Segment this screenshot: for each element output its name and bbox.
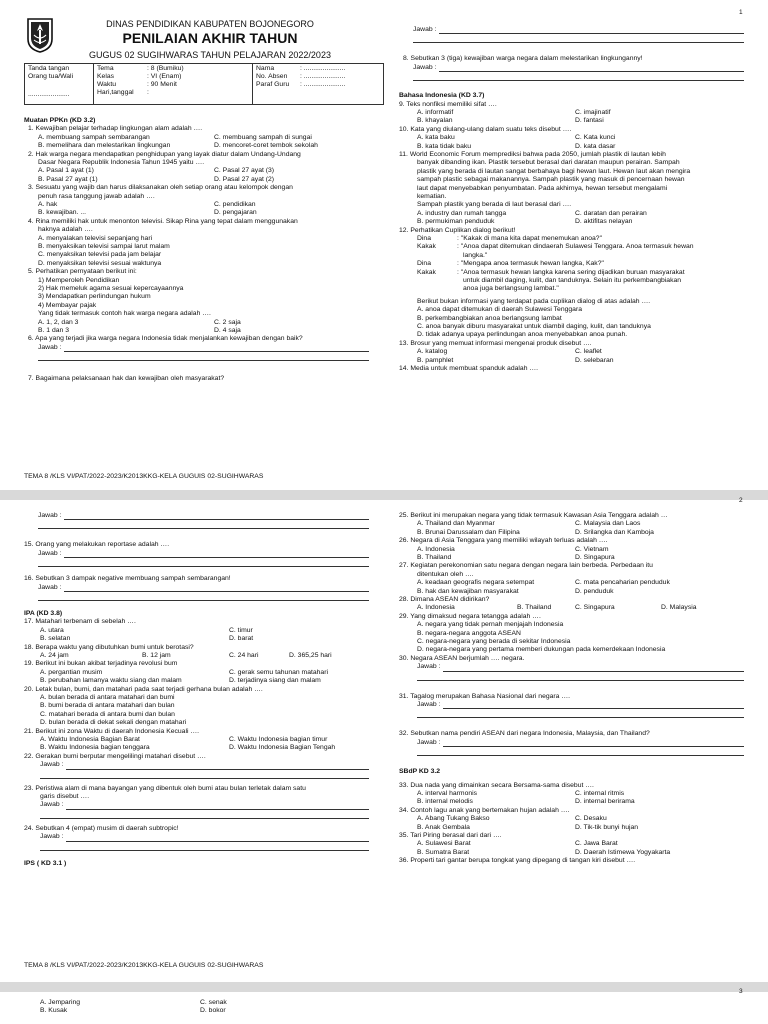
option-a: A. katalog bbox=[417, 348, 448, 356]
question-options bbox=[399, 546, 744, 554]
dialog-line bbox=[399, 243, 744, 251]
answer-line[interactable] bbox=[413, 72, 744, 81]
question-5-stem: Yang tidak termasuk contoh hak warga negara adalah …. bbox=[38, 310, 211, 318]
option-d: D. kata dasar bbox=[575, 142, 616, 150]
field-label: Kelas bbox=[97, 73, 115, 80]
answer-field[interactable] bbox=[413, 64, 744, 72]
question-options bbox=[24, 627, 369, 635]
option-b: B. bumi berada di antara matahari dan bulan bbox=[40, 702, 175, 710]
question-20: 20. Letak bulan, bumi, dan matahari pada saat terjadi gerhana bulan adalah …. bbox=[24, 685, 263, 693]
answer-field[interactable] bbox=[40, 833, 369, 841]
option-b: B. Waktu Indonesia bagian tenggara bbox=[40, 744, 150, 752]
option-b: B. Pasal 27 ayat (1) bbox=[38, 175, 98, 183]
answer-line[interactable] bbox=[40, 770, 369, 779]
exam-info-cell bbox=[94, 64, 253, 105]
option-d: D. bokor bbox=[200, 1007, 226, 1015]
option-c: C. leaflet bbox=[575, 348, 602, 356]
question-options bbox=[399, 210, 744, 218]
question-5: 5. Perhatikan pernyataan berikut ini: bbox=[28, 268, 137, 276]
option-d: D. aktifitas nelayan bbox=[575, 218, 633, 226]
section-heading-ipa: IPA (KD 3.8) bbox=[24, 610, 63, 618]
question-options bbox=[399, 348, 744, 356]
option-c: C. Jawa Barat bbox=[575, 840, 618, 848]
answer-field[interactable] bbox=[417, 701, 744, 709]
student-identity-cell bbox=[253, 64, 384, 105]
question-options bbox=[24, 736, 369, 744]
answer-line[interactable] bbox=[413, 34, 744, 43]
option-b: B. pamphlet bbox=[417, 356, 454, 364]
question-27-continued: ditentukan oleh …. bbox=[417, 570, 474, 578]
page-number: 3 bbox=[739, 988, 743, 995]
question-options bbox=[399, 798, 744, 806]
option-b: B. Brunai Darussalam dan Filipina bbox=[417, 528, 520, 536]
speaker-name: Kakak bbox=[417, 268, 436, 276]
option-c: C. 24 hari bbox=[229, 652, 259, 660]
question-options bbox=[24, 142, 369, 150]
option-d: D. tidak adanya upaya perlindungan anoa menyebabkan anoa punah. bbox=[417, 331, 628, 339]
page-separator bbox=[0, 982, 768, 992]
question-17: 17. Matahari terbenam di sebelah …. bbox=[24, 618, 136, 626]
option-b: B. khayalan bbox=[417, 117, 453, 125]
speaker-name: Kakak bbox=[417, 243, 436, 251]
option-c: C. timur bbox=[229, 626, 253, 634]
option-a: A. interval harmonis bbox=[417, 790, 478, 798]
option-d: D. selebaran bbox=[575, 356, 614, 364]
option-a: A. kata baku bbox=[417, 134, 455, 142]
option-d: D. fantasi bbox=[575, 117, 604, 125]
question-24: 24. Sebutkan 4 (empat) musim di daerah subtropic! bbox=[24, 824, 179, 832]
answer-line[interactable] bbox=[417, 747, 744, 756]
question-options bbox=[399, 824, 744, 832]
question-15: 15. Orang yang melakukan reportase adalah …. bbox=[24, 541, 170, 549]
question-options bbox=[24, 176, 369, 184]
field-label: Waktu bbox=[97, 81, 117, 88]
option-d: D. 365,25 hari bbox=[289, 652, 332, 660]
answer-label: Jawab : bbox=[38, 549, 62, 557]
option-c: C. daratan dan perairan bbox=[575, 209, 647, 217]
page-separator bbox=[0, 490, 768, 500]
question-26: 26. Negara di Asia Tenggara yang memiliki wilayah terluas adalah …. bbox=[399, 537, 608, 545]
option-d: D. bulan berada di dekat sekali dengan matahari bbox=[40, 719, 187, 727]
field-label: Paraf Guru bbox=[256, 81, 290, 88]
field-value: : ...................... bbox=[300, 81, 346, 88]
answer-label: Jawab : bbox=[417, 701, 441, 709]
option-c: C. internal ritmis bbox=[575, 790, 625, 798]
question-36: 36. Properti tari gantar berupa tongkat yang dipegang di tangan kiri disebut …. bbox=[399, 857, 636, 865]
answer-label: Jawab : bbox=[38, 512, 62, 519]
speaker-text: : "Mengapa anoa termasuk hewan langka, Kak?" bbox=[457, 260, 604, 268]
question-options bbox=[24, 999, 369, 1007]
question-21: 21. Berikut ini zona Waktu di daerah Indonesia Kecuali …. bbox=[24, 727, 200, 735]
answer-field[interactable] bbox=[417, 663, 744, 671]
speaker-name: Dina bbox=[417, 235, 431, 243]
question-35: 35. Tari Piring berasal dari dari …. bbox=[399, 832, 502, 840]
statement-1: 1) Memperoleh Pendidikan bbox=[38, 276, 120, 284]
option-b: B. selatan bbox=[40, 635, 71, 643]
question-options bbox=[399, 529, 744, 537]
question-11-passage: plastik yang berada di lautan sangat berbahaya bagi hewan laut. Hewan laut akan mengira bbox=[417, 167, 691, 175]
question-options bbox=[399, 143, 744, 151]
option-d: D. Tik-tik bunyi hujan bbox=[575, 823, 639, 831]
option-a: A. Pasal 1 ayat (1) bbox=[38, 167, 94, 175]
answer-field[interactable] bbox=[417, 739, 744, 747]
question-33: 33. Dua nada yang dimainkan secara Bersama-sama disebut …. bbox=[399, 781, 594, 789]
answer-line[interactable] bbox=[417, 709, 744, 718]
dialog-line bbox=[399, 235, 744, 243]
question-9: 9. Teks nonfiksi memiliki sifat …. bbox=[399, 100, 497, 108]
question-options bbox=[24, 677, 369, 685]
dialog-line bbox=[399, 260, 744, 268]
question-options bbox=[24, 134, 369, 142]
question-11-passage: banyak dibanding ikan. Plastik tersebut berasal dari daratan maupun perairan. Sampah bbox=[417, 159, 680, 167]
option-c: C. 2 saja bbox=[214, 318, 241, 326]
answer-label: Jawab : bbox=[38, 343, 62, 351]
option-c: C. anoa banyak diburu masyarakat untuk diambil daging, kulit, dan tanduknya bbox=[417, 323, 651, 331]
page-footer: TEMA 8 /KLS VI/PAT/2022-2023/K2013KKG-KELA GUGUIS 02-SUGIHWARAS bbox=[24, 473, 264, 480]
answer-field[interactable] bbox=[40, 761, 369, 769]
answer-line[interactable] bbox=[443, 740, 744, 747]
option-c: C. Pasal 27 ayat (3) bbox=[214, 167, 275, 175]
question-4: 4. Rina memiliki hak untuk menonton televisi. Sikap Rina yang tepat dalam menggunakan bbox=[28, 217, 298, 225]
option-c: C. senak bbox=[200, 999, 227, 1006]
speaker-name: Dina bbox=[417, 260, 431, 268]
question-options bbox=[24, 635, 369, 643]
question-options bbox=[399, 134, 744, 142]
answer-line[interactable] bbox=[38, 520, 369, 529]
option-a: A. hak bbox=[38, 201, 58, 208]
page3-left-column bbox=[24, 999, 369, 1016]
question-2-continued: Dasar Negara Republik Indonesia Tahun 1945 yaitu …. bbox=[38, 159, 205, 166]
option-a: A. anoa dapat ditemukan di daerah Sulawesi Tenggara bbox=[417, 306, 583, 314]
question-13: 13. Brosur yang memuat informasi mengenai produk disebut …. bbox=[399, 339, 592, 347]
answer-line[interactable] bbox=[439, 27, 744, 34]
question-options bbox=[399, 588, 744, 596]
option-d: D. menyaksikan televisi sesuai waktunya bbox=[38, 259, 162, 267]
section-heading-ppkn: Muatan PPKn (KD 3.2) bbox=[24, 117, 96, 124]
option-a: A. Indonesia bbox=[417, 604, 455, 612]
answer-line[interactable] bbox=[64, 585, 369, 592]
speaker-text: untuk diambil daging, kulit, dan tanduknya. Selain itu perkembangbiakan bbox=[463, 277, 682, 284]
answer-line[interactable] bbox=[40, 810, 369, 819]
option-d: D. pengajaran bbox=[214, 209, 257, 217]
answer-field[interactable] bbox=[38, 550, 369, 558]
question-options bbox=[24, 327, 369, 335]
answer-field[interactable] bbox=[40, 801, 369, 809]
option-b: B. Thailand bbox=[417, 553, 452, 561]
option-d: D. negara-negara yang pertama memberi dukungan pada kemerdekaan Indonesia bbox=[417, 646, 666, 654]
option-b: B. perubahan lamanya waktu siang dan malam bbox=[40, 677, 182, 685]
option-a: A. keadaan geografis negara setempat bbox=[417, 579, 535, 587]
field-value: : ...................... bbox=[300, 73, 346, 80]
answer-label: Jawab : bbox=[417, 663, 441, 671]
question-27: 27. Kegiatan perekonomian satu negara dengan negara lain berbeda. Perbedaan itu bbox=[399, 562, 653, 570]
question-options bbox=[399, 604, 744, 612]
speaker-text: : "Kakak di mana kita dapat menemukan anoa?" bbox=[457, 235, 603, 243]
question-23: 23. Peristiwa alam di mana bayangan yang dibentuk oleh bumi atau bulan terletak dalam satu bbox=[24, 784, 306, 792]
option-a: A. Indonesia bbox=[417, 545, 455, 553]
option-b: B. Thailand bbox=[517, 604, 552, 612]
option-c: C. Desaku bbox=[575, 815, 607, 823]
option-c: C. negara-negara yang berada di sekitar Indonesia bbox=[417, 637, 571, 645]
speaker-text: langka." bbox=[463, 251, 488, 259]
option-a: A. informatif bbox=[417, 109, 454, 117]
page-footer: TEMA 8 /KLS VI/PAT/2022-2023/K2013KKG-KELA GUGUIS 02-SUGIHWARAS bbox=[24, 962, 264, 969]
question-6: 6. Apa yang terjadi jika warga negara Indonesia tidak menjalankan kewajiban dengan baik? bbox=[28, 335, 303, 343]
option-b: B. Kusak bbox=[40, 1007, 68, 1015]
answer-line[interactable] bbox=[64, 345, 369, 352]
option-a: A. menyalakan televisi sepanjang hari bbox=[38, 234, 153, 242]
question-options bbox=[24, 1007, 369, 1015]
question-29: 29. Yang dimaksud negara tetangga adalah …. bbox=[399, 612, 541, 620]
question-options bbox=[24, 201, 369, 209]
question-options bbox=[24, 167, 369, 175]
answer-line[interactable] bbox=[64, 513, 369, 520]
question-12-stem: Berikut bukan informasi yang terdapat pada cuplikan dialog di atas adalah …. bbox=[417, 297, 651, 305]
document-title: PENILAIAN AKHIR TAHUN bbox=[122, 30, 298, 46]
option-a: A. Waktu Indonesia Bagian Barat bbox=[40, 736, 140, 744]
question-11-stem: Sampah plastik yang berada di laut berasal dari …. bbox=[417, 201, 572, 209]
answer-field[interactable] bbox=[38, 584, 369, 592]
parent-signature-cell bbox=[25, 64, 94, 105]
signature-label: Tanda tangan bbox=[28, 65, 70, 72]
statement-3: 3) Mendapatkan perlindungan hukum bbox=[38, 293, 151, 301]
question-32: 32. Sebutkan nama pendiri ASEAN dari negara Indonesia, Malaysia, dan Thailand? bbox=[399, 730, 650, 738]
question-options bbox=[399, 218, 744, 226]
answer-label: Jawab : bbox=[38, 583, 62, 591]
question-25: 25. Berikut ini merupakan negara yang tidak termasuk Kawasan Asia Tenggara adalah … bbox=[399, 512, 668, 519]
option-d: D. Singapura bbox=[575, 553, 615, 561]
option-b: B. Anak Gembala bbox=[417, 823, 470, 831]
question-7: 7. Bagaimana pelaksanaan hak dan kewajiban oleh masyarakat? bbox=[28, 375, 225, 383]
question-3-continued: penuh rasa tanggung jawab adalah …. bbox=[38, 192, 155, 200]
option-b: B. hak dan kewajiban masyarakat bbox=[417, 587, 519, 595]
option-c: C. pendidikan bbox=[214, 201, 256, 208]
question-10: 10. Kata yang diulang-ulang dalam suatu teks disebut …. bbox=[399, 125, 572, 133]
question-4-continued: haknya adalah …. bbox=[38, 226, 93, 234]
option-c: C. Waktu Indonesia bagian timur bbox=[229, 736, 328, 744]
answer-line[interactable] bbox=[38, 558, 369, 567]
question-1: 1. Kewajiban pelajar terhadap lingkungan alam adalah …. bbox=[28, 125, 203, 133]
question-34: 34. Contoh lagu anak yang bertemakan hujan adalah …. bbox=[399, 806, 570, 814]
question-8: 8. Sebutkan 3 (tiga) kewajiban warga negara dalam melestarikan lingkunganny! bbox=[403, 55, 643, 63]
answer-line[interactable] bbox=[439, 65, 744, 72]
option-a: A. Jemparing bbox=[40, 999, 81, 1006]
option-d: D. internal berirama bbox=[575, 798, 635, 806]
option-b: B. internal melodis bbox=[417, 798, 473, 806]
page2-left-column bbox=[24, 512, 369, 868]
answer-label: Jawab : bbox=[413, 26, 437, 33]
option-d: D. terjadinya siang dan malam bbox=[229, 677, 321, 685]
question-16: 16. Sebutkan 3 dampak negative membuang sampah sembarangan! bbox=[24, 575, 231, 583]
field-label: No. Absen bbox=[256, 73, 288, 80]
field-label: Hari,tanggal bbox=[97, 89, 134, 96]
option-b: B. 1 dan 3 bbox=[38, 327, 69, 335]
speaker-text: : "Anoa dapat ditemukan dindaerah Sulawesi Tenggara. Anoa termasuk hewan bbox=[457, 243, 694, 251]
question-12: 12. Perhatikan Cuplikan dialog berikut! bbox=[399, 226, 516, 234]
option-d: D. Malaysia bbox=[661, 604, 697, 612]
option-d: D. barat bbox=[229, 635, 254, 643]
speaker-text: : "Anoa termasuk hewan langka karena sering dijadikan buruan masyarakat bbox=[457, 268, 685, 276]
signature-line: ...................... bbox=[28, 91, 70, 98]
option-d: D. Waktu Indonesia Bagian Tengah bbox=[229, 744, 336, 752]
answer-line[interactable] bbox=[66, 835, 369, 842]
option-c: C. membuang sampah di sungai bbox=[214, 133, 312, 141]
agency-name: DINAS PENDIDIKAN KABUPATEN BOJONEGORO bbox=[106, 19, 314, 29]
page1-right-column bbox=[399, 26, 744, 373]
question-22: 22. Gerakan bumi berputar mengelilingi matahari disebut …. bbox=[24, 752, 206, 760]
option-c: C. Malaysia dan Laos bbox=[575, 520, 641, 528]
option-b: B. 12 jam bbox=[142, 652, 171, 660]
option-a: A. pergantian musim bbox=[40, 668, 103, 676]
answer-label: Jawab : bbox=[40, 761, 64, 769]
option-b: B. negara-negara anggota ASEAN bbox=[417, 629, 521, 637]
question-options bbox=[399, 520, 744, 528]
answer-field[interactable] bbox=[38, 344, 369, 352]
question-19: 19. Berikut ini bukan akibat terjadinya revolusi bum bbox=[24, 660, 178, 668]
question-options bbox=[399, 579, 744, 587]
field-value: : 90 Menit bbox=[147, 81, 177, 88]
question-options bbox=[399, 109, 744, 117]
field-label: Nama bbox=[256, 65, 275, 72]
option-d: D. Daerah Istimewa Yogyakarta bbox=[575, 848, 671, 856]
answer-field[interactable] bbox=[413, 26, 744, 34]
answer-line[interactable] bbox=[38, 592, 369, 601]
field-label: Tema bbox=[97, 65, 114, 72]
answer-line[interactable] bbox=[40, 842, 369, 851]
answer-line[interactable] bbox=[66, 803, 369, 810]
option-c: C. matahari berada di antara bumi dan bulan bbox=[40, 710, 175, 718]
field-value: : VI (Enam) bbox=[147, 73, 182, 80]
question-11-passage: sampah plastic sebagai makanannya. Sampah plastik yang masuk di pencernaan hewan bbox=[417, 176, 685, 184]
answer-line[interactable] bbox=[443, 665, 744, 672]
option-d: D. Srilangka dan Kamboja bbox=[575, 528, 654, 536]
question-11: 11. World Economic Forum memprediksi bahwa pada 2050, jumlah plastik di lautan lebih bbox=[399, 151, 666, 158]
option-a: A. Thailand dan Myanmar bbox=[417, 520, 495, 528]
option-c: C. mata pencaharian penduduk bbox=[575, 579, 670, 587]
option-c: C. Kata kunci bbox=[575, 134, 616, 142]
statement-4: 4) Membayar pajak bbox=[38, 301, 97, 309]
answer-label: Jawab : bbox=[413, 63, 437, 71]
question-2: 2. Hak warga negara mendapatkan penghidupan yang layak diatur dalam Undang-Undang bbox=[28, 150, 301, 158]
question-31: 31. Tagalog merupakan Bahasa Nasional dari negara …. bbox=[399, 692, 571, 700]
option-c: C. gerak semu tahunan matahari bbox=[229, 668, 328, 676]
question-11-passage: laut dapat menyebabkan penyumbatan. Pada akhirnya, hewan tersebut mengalami bbox=[417, 184, 668, 192]
page2-right-column bbox=[399, 512, 744, 866]
option-a: A. Abang Tukang Bakso bbox=[417, 815, 490, 823]
answer-line[interactable] bbox=[443, 702, 744, 709]
question-options bbox=[399, 790, 744, 798]
question-options bbox=[399, 117, 744, 125]
option-d: D. penduduk bbox=[575, 587, 614, 595]
question-options bbox=[24, 744, 369, 752]
dialog-line bbox=[399, 269, 744, 277]
student-info-table bbox=[24, 63, 384, 105]
field-value: : ...................... bbox=[300, 65, 346, 72]
document-subtitle: GUGUS 02 SUGIHWARAS TAHUN PELAJARAN 2022/2023 bbox=[89, 50, 331, 60]
option-a: A. industry dan rumah tangga bbox=[417, 209, 507, 217]
answer-line[interactable] bbox=[38, 352, 369, 361]
answer-line[interactable] bbox=[66, 763, 369, 770]
option-c: C. Singapura bbox=[575, 604, 615, 612]
option-a: A. 24 jam bbox=[40, 652, 69, 660]
question-14: 14. Media untuk membuat spanduk adalah …. bbox=[399, 365, 539, 373]
question-3: 3. Sesuatu yang wajib dan harus dilaksanakan oleh setiap orang atau kelompok dengan bbox=[28, 184, 293, 192]
speaker-text: anoa juga berlangsung lambat." bbox=[463, 285, 559, 293]
option-d: D. Pasal 27 ayat (2) bbox=[214, 175, 275, 183]
statement-2: 2) Hak memeluk agama sesuai kepercayaannya bbox=[38, 285, 184, 293]
option-b: B. perkembangbiakan anoa berlangsung lambat bbox=[417, 314, 562, 322]
field-value: : bbox=[147, 89, 149, 96]
page-number: 2 bbox=[739, 497, 743, 504]
option-d: D. mencoret-coret tembok sekolah bbox=[214, 142, 318, 150]
question-options bbox=[24, 669, 369, 677]
answer-label: Jawab : bbox=[40, 833, 64, 841]
question-28: 28. Dimana ASEAN didirikan? bbox=[399, 595, 490, 603]
page-number: 1 bbox=[739, 9, 743, 16]
question-23-continued: garis disebut …. bbox=[40, 793, 90, 801]
section-heading-sbdp: SBdP KD 3.2 bbox=[399, 768, 441, 776]
question-11-passage: kematian. bbox=[417, 193, 447, 201]
option-c: C. menyaksikan televisi pada jam belajar bbox=[38, 251, 162, 259]
question-options bbox=[24, 319, 369, 327]
option-a: A. utara bbox=[40, 626, 64, 634]
option-a: A. bulan berada di antara matahari dan bumi bbox=[40, 694, 175, 702]
option-c: C. imajinatif bbox=[575, 109, 611, 117]
field-value: : 8 (Bumiku) bbox=[147, 65, 184, 72]
question-options bbox=[399, 840, 744, 848]
option-b: B. menyaksikan televisi sampai larut malam bbox=[38, 243, 170, 250]
option-a: A. 1, 2, dan 3 bbox=[38, 318, 79, 326]
option-b: B. permukiman penduduk bbox=[417, 218, 495, 226]
question-30: 30. Negara ASEAN berjumlah …. negara. bbox=[399, 654, 525, 662]
section-heading-ips: IPS ( KD 3.1 ) bbox=[24, 859, 67, 867]
option-a: A. membuang sampah sembarangan bbox=[38, 133, 150, 141]
question-options bbox=[399, 554, 744, 562]
question-options bbox=[24, 209, 369, 217]
option-a: A. negara yang tidak pernah menjajah Indonesia bbox=[417, 621, 564, 629]
option-b: B. kewajiban. ... bbox=[38, 209, 86, 217]
signature-label: Orang tua/Wali bbox=[28, 73, 74, 80]
question-options bbox=[399, 815, 744, 823]
answer-label: Jawab : bbox=[40, 801, 64, 809]
answer-line[interactable] bbox=[417, 672, 744, 681]
answer-line[interactable] bbox=[64, 551, 369, 558]
page1-left-column bbox=[24, 117, 369, 384]
answer-label: Jawab : bbox=[417, 738, 441, 746]
option-b: B. Sumatra Barat bbox=[417, 848, 470, 856]
question-options bbox=[399, 357, 744, 365]
question-options bbox=[24, 652, 369, 660]
question-18: 18. Berapa waktu yang dibutuhkan bumi untuk berotasi? bbox=[24, 643, 194, 651]
answer-field[interactable] bbox=[38, 512, 369, 520]
option-b: B. kata tidak baku bbox=[417, 142, 472, 150]
option-c: C. Vietnam bbox=[575, 545, 609, 553]
question-options bbox=[399, 849, 744, 857]
option-d: D. 4 saja bbox=[214, 327, 241, 335]
section-heading-bahasa-indonesia: Bahasa Indonesia (KD 3.7) bbox=[399, 92, 485, 100]
option-b: B. memelihara dan melestarikan lingkungan bbox=[38, 142, 171, 150]
option-a: A. Sulawesi Barat bbox=[417, 840, 471, 848]
